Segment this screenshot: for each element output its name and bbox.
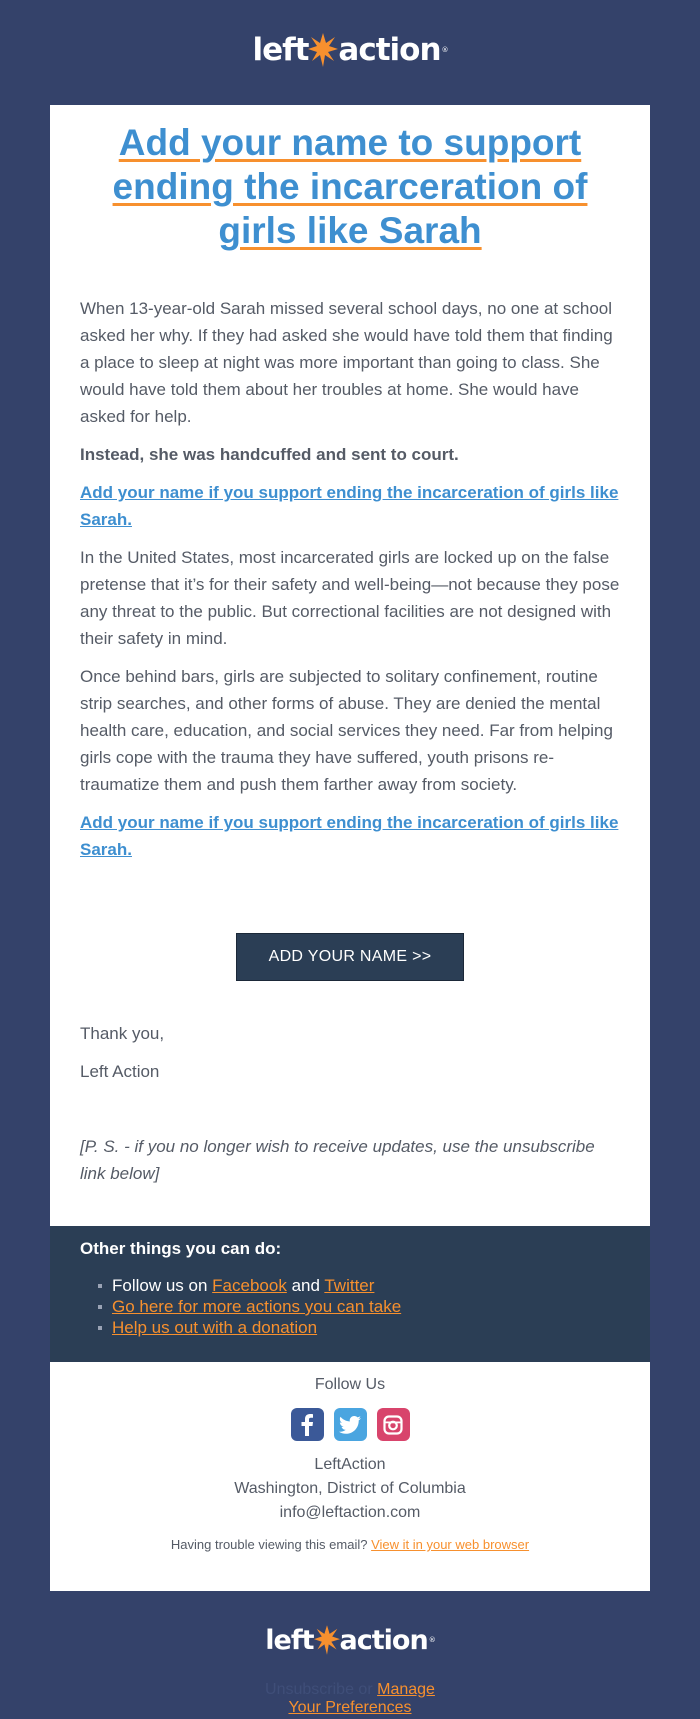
logo-left-text: left (252, 32, 309, 68)
manage-preferences-link-line2[interactable]: Your Preferences (288, 1699, 412, 1716)
logo-left-text: left (265, 1624, 314, 1656)
facebook-link[interactable]: Facebook (212, 1276, 287, 1295)
paragraph-3: In the United States, most incarcerated girls are locked up on the false pretense that it’s for their safety and well-being—not because they pose any threat to the public. But correctional facilities are not designed with their safety in mind. (80, 548, 620, 648)
instagram-icon[interactable] (377, 1408, 410, 1441)
org-info (50, 1453, 650, 1525)
list-item-follow: Follow us on Facebook and Twitter (112, 1275, 620, 1296)
more-actions-link[interactable]: Go here for more actions you can take (112, 1297, 402, 1316)
facebook-icon[interactable] (291, 1408, 324, 1441)
other-things-heading: Other things you can do: (80, 1239, 282, 1258)
other-things-list (80, 1275, 620, 1338)
paragraph-1: When 13-year-old Sarah missed several school days, no one at school asked her why. If they had asked she would have told them that finding a place to sleep at night was more important than going to class. She would have told them about her troubles at home. She would have asked for help. (80, 299, 613, 426)
signoff (80, 1021, 620, 1097)
headline (80, 121, 620, 253)
other-things-panel (50, 1226, 650, 1362)
donation-link[interactable]: Help us out with a donation (112, 1318, 318, 1337)
registered-mark: ® (441, 46, 448, 54)
twitter-link[interactable]: Twitter (324, 1276, 375, 1295)
headline-link[interactable]: Add your name to support ending the incarceration of girls like Sarah (112, 122, 588, 251)
org-name: LeftAction (314, 1456, 386, 1473)
list-item-actions (112, 1296, 620, 1317)
manage-preferences-link[interactable]: Manage (377, 1681, 435, 1698)
unsubscribe-link[interactable]: Unsubscribe (265, 1681, 354, 1698)
registered-mark: ® (428, 1636, 435, 1644)
add-your-name-button[interactable]: ADD YOUR NAME >> (236, 933, 464, 981)
unsubscribe-area: Unsubscribe or Manage Your Preferences (265, 1681, 435, 1716)
starburst-icon (308, 33, 338, 67)
logo-right-text: action (338, 32, 441, 68)
add-name-link-2[interactable]: Add your name if you support ending the incarceration of girls like Sarah. (80, 813, 619, 859)
leftaction-logo-bottom[interactable] (0, 1622, 700, 1658)
twitter-icon[interactable] (334, 1408, 367, 1441)
email-card (50, 105, 650, 1591)
view-in-browser-link[interactable]: View it in your web browser (371, 1537, 530, 1552)
ps-note: [P. S. - if you no longer wish to receive updates, use the unsubscribe link below] (80, 1137, 595, 1183)
leftaction-logo-top[interactable] (0, 30, 700, 70)
footer (50, 1362, 650, 1552)
logo-right-text: action (339, 1624, 428, 1656)
paragraph-bold: Instead, she was handcuffed and sent to court. (80, 445, 459, 464)
signature: Left Action (80, 1062, 160, 1081)
social-icons (50, 1408, 650, 1441)
list-item-donate (112, 1317, 620, 1338)
org-location: Washington, District of Columbia (234, 1480, 466, 1497)
paragraph-4: Once behind bars, girls are subjected to solitary confinement, routine strip searches, and other forms of abuse. They are denied the mental health care, education, and social services they need. Far from helping girls cope with the trauma they have suffered, youth prisons re-traumatize them and push them farther away from society. (80, 667, 613, 794)
starburst-icon (314, 1625, 340, 1655)
thank-you-text: Thank you, (80, 1024, 165, 1043)
org-email: info@leftaction.com (279, 1504, 421, 1521)
add-name-link-1[interactable]: Add your name if you support ending the incarceration of girls like Sarah. (80, 483, 619, 529)
follow-us-label: Follow Us (314, 1376, 386, 1393)
body-copy (80, 295, 620, 874)
trouble-viewing: Having trouble viewing this email? View it in your web browser (170, 1537, 530, 1552)
